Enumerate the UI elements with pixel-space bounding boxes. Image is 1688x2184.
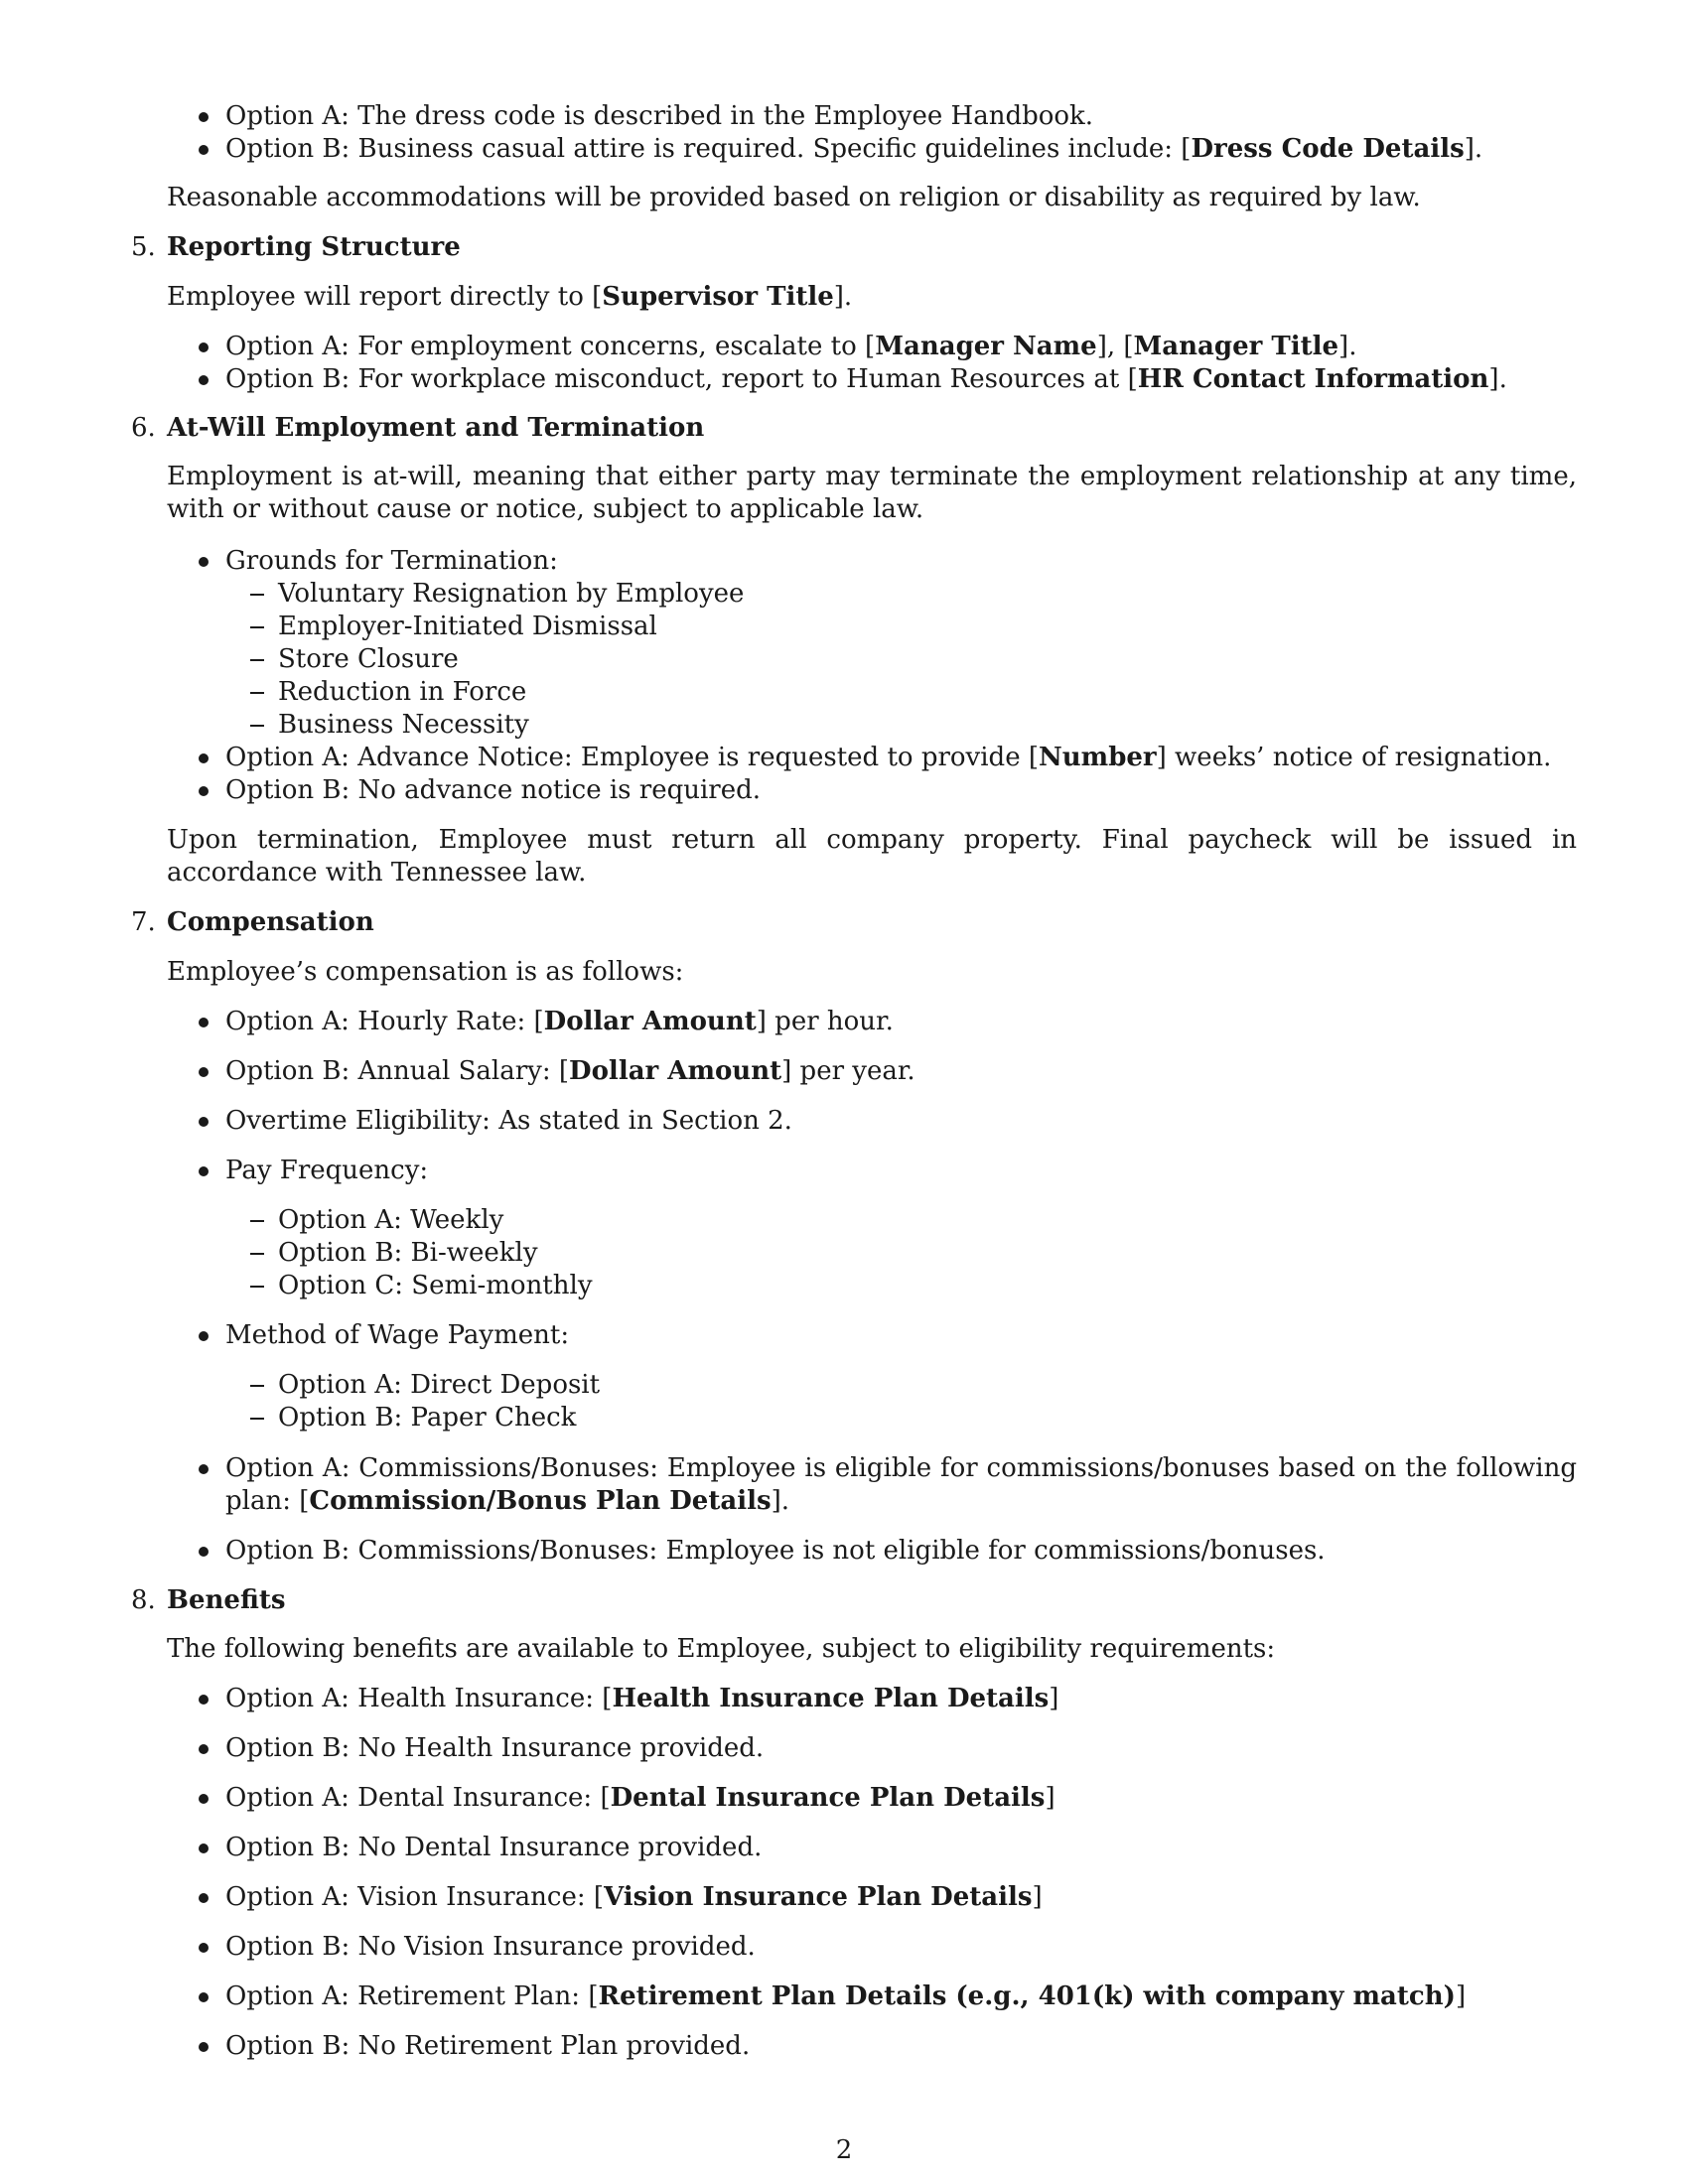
dress-code-option-b: Option B: Business casual attire is required. Specific guidelines include: [Dress Code Details]. — [225, 134, 1483, 164]
section-title-benefits: Benefits — [167, 1585, 286, 1615]
vision-option-b: Option B: No Vision Insurance provided. — [225, 1932, 756, 1962]
placeholder-manager-title: Manager Title — [1133, 332, 1339, 361]
commissions-option-a: Option A: Commissions/Bonuses: Employee is eligible for commissions/bonuses based on the following plan: [Commission/Bonus Plan Details]. — [225, 1453, 1577, 1516]
section-number: 6. — [131, 413, 156, 443]
annual-salary-option: Option B: Annual Salary: [Dollar Amount] per year. — [225, 1056, 915, 1086]
placeholder-dental-plan: Dental Insurance Plan Details — [610, 1783, 1046, 1813]
section-number: 5. — [131, 232, 156, 262]
dash — [250, 1385, 264, 1387]
dash — [250, 692, 264, 694]
benefits-intro: The following benefits are available to Employee, subject to eligibility requirements: — [167, 1634, 1276, 1664]
bullet — [199, 557, 209, 567]
pay-frequency-item: Option A: Weekly — [278, 1205, 504, 1235]
grounds-item: Voluntary Resignation by Employee — [278, 579, 745, 609]
placeholder-health-plan: Health Insurance Plan Details — [612, 1684, 1050, 1713]
dash — [250, 1418, 264, 1420]
dash — [250, 1286, 264, 1288]
section-title-reporting-structure: Reporting Structure — [167, 232, 461, 262]
grounds-label: Grounds for Termination: — [225, 546, 558, 576]
bullet — [199, 2042, 209, 2052]
placeholder-vision-plan: Vision Insurance Plan Details — [604, 1882, 1033, 1912]
dash — [250, 594, 264, 596]
section-title-compensation: Compensation — [167, 907, 374, 937]
pay-frequency-item: Option C: Semi-monthly — [278, 1271, 593, 1300]
wage-method-item: Option A: Direct Deposit — [278, 1370, 601, 1400]
placeholder-hr-contact: HR Contact Information — [1137, 364, 1489, 394]
bullet — [199, 145, 209, 155]
placeholder-commission-plan: Commission/Bonus Plan Details — [309, 1486, 772, 1516]
bullet — [199, 112, 209, 122]
reporting-option-a: Option A: For employment concerns, escalate to [Manager Name], [Manager Title]. — [225, 332, 1357, 361]
notice-option-b: Option B: No advance notice is required. — [225, 775, 762, 805]
grounds-item: Reduction in Force — [278, 677, 527, 707]
dash — [250, 725, 264, 727]
placeholder-dollar-amount: Dollar Amount — [569, 1056, 782, 1086]
bullet — [199, 1992, 209, 2002]
bullet — [199, 1943, 209, 1953]
bullet — [199, 1117, 209, 1127]
reporting-option-b: Option B: For workplace misconduct, report to Human Resources at [HR Contact Information]. — [225, 364, 1507, 394]
at-will-intro: Employment is at-will, meaning that either party may terminate the employment relationship at any time, with or without cause or notice, subject to applicable law. — [167, 462, 1577, 524]
dental-option-b: Option B: No Dental Insurance provided. — [225, 1833, 763, 1862]
bullet — [199, 1893, 209, 1903]
bullet — [199, 1018, 209, 1027]
compensation-intro: Employee’s compensation is as follows: — [167, 957, 684, 987]
bullet — [199, 1331, 209, 1341]
retirement-option-a: Option A: Retirement Plan: [Retirement Plan Details (e.g., 401(k) with company match)] — [225, 1981, 1467, 2011]
page-number: 2 — [835, 2135, 853, 2165]
grounds-item: Business Necessity — [278, 710, 529, 740]
health-option-b: Option B: No Health Insurance provided. — [225, 1733, 765, 1763]
bullet — [199, 1843, 209, 1853]
vision-option-a: Option A: Vision Insurance: [Vision Insurance Plan Details] — [225, 1882, 1043, 1912]
section-title-at-will: At-Will Employment and Termination — [167, 413, 705, 443]
health-option-a: Option A: Health Insurance: [Health Insurance Plan Details] — [225, 1684, 1059, 1713]
bullet — [199, 1794, 209, 1804]
hourly-rate-option: Option A: Hourly Rate: [Dollar Amount] per hour. — [225, 1007, 894, 1036]
placeholder-supervisor-title: Supervisor Title — [602, 282, 834, 312]
bullet — [199, 1464, 209, 1474]
wage-method-label: Method of Wage Payment: — [225, 1320, 570, 1350]
bullet — [199, 1166, 209, 1176]
bullet — [199, 1547, 209, 1557]
dash — [250, 659, 264, 661]
dash — [250, 1253, 264, 1255]
overtime-eligibility: Overtime Eligibility: As stated in Section 2. — [225, 1106, 792, 1136]
commissions-option-b: Option B: Commissions/Bonuses: Employee is not eligible for commissions/bonuses. — [225, 1536, 1326, 1566]
grounds-item: Employer-Initiated Dismissal — [278, 612, 657, 641]
notice-option-a: Option A: Advance Notice: Employee is requested to provide [Number] weeks’ notice of resignation. — [225, 743, 1552, 772]
bullet — [199, 1695, 209, 1705]
dental-option-a: Option A: Dental Insurance: [Dental Insurance Plan Details] — [225, 1783, 1055, 1813]
placeholder-retirement-plan: Retirement Plan Details (e.g., 401(k) with company match) — [598, 1981, 1456, 2011]
placeholder-dress-code-details: Dress Code Details — [1191, 134, 1465, 164]
section-number: 8. — [131, 1585, 156, 1615]
bullet — [199, 753, 209, 763]
section-number: 7. — [131, 907, 156, 937]
retirement-option-b: Option B: No Retirement Plan provided. — [225, 2031, 751, 2061]
dash — [250, 1220, 264, 1222]
grounds-item: Store Closure — [278, 644, 459, 674]
placeholder-number: Number — [1039, 743, 1157, 772]
termination-closing: Upon termination, Employee must return all company property. Final paycheck will be issued in accordance with Tennessee law. — [167, 825, 1577, 887]
bullet — [199, 342, 209, 352]
pay-frequency-label: Pay Frequency: — [225, 1156, 429, 1185]
placeholder-dollar-amount: Dollar Amount — [543, 1007, 757, 1036]
reporting-intro: Employee will report directly to [Supervisor Title]. — [167, 282, 853, 312]
bullet — [199, 375, 209, 385]
wage-method-item: Option B: Paper Check — [278, 1403, 577, 1433]
placeholder-manager-name: Manager Name — [875, 332, 1097, 361]
accommodation-text: Reasonable accommodations will be provided based on religion or disability as required by law. — [167, 183, 1421, 212]
bullet — [199, 1744, 209, 1754]
bullet — [199, 1067, 209, 1077]
bullet — [199, 786, 209, 796]
dress-code-option-a: Option A: The dress code is described in the Employee Handbook. — [225, 101, 1094, 131]
pay-frequency-item: Option B: Bi-weekly — [278, 1238, 538, 1268]
dash — [250, 626, 264, 628]
